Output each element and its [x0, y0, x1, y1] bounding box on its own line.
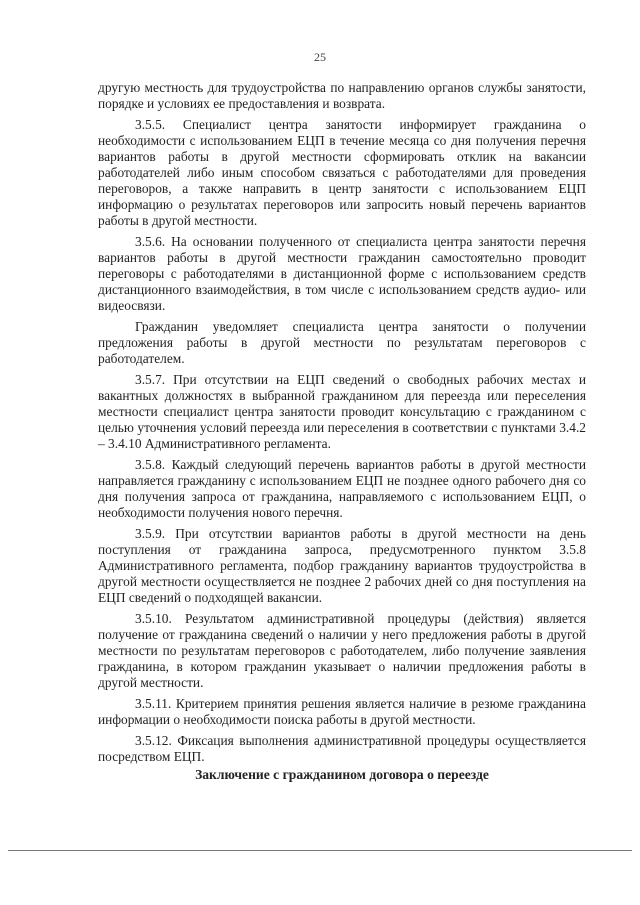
- section-heading: Заключение с гражданином договора о переезде: [195, 767, 489, 782]
- paragraph-3-5-7: 3.5.7. При отсутствии на ЕЦП сведений о свободных рабочих местах и вакантных должностях в выбранной гражданином для переезда или переселения местности специалист центра занятости проводит консультацию с гражданином с целью уточнения условий переезда или переселения в соответствии с пунктами 3.4.2 – 3.4.10 Административного регламента.: [98, 372, 586, 451]
- paragraph-3-5-6: 3.5.6. На основании полученного от специалиста центра занятости перечня вариантов работы в другой местности гражданин самостоятельно проводит переговоры с работодателями в дистанционной форме с использованием средств дистанционного взаимодействия, в том числе с использованием средств аудио- или видеосвязи.: [98, 234, 586, 313]
- paragraph-3-5-10: 3.5.10. Результатом административной процедуры (действия) является получение от гражданина сведений о наличии у него предложения работы в другой местности по результатам переговоров с работодателем, либо получение заявления гражданина, в котором гражданин указывает о наличии предложения работы в другой местности.: [98, 611, 586, 690]
- paragraph-3-5-9: 3.5.9. При отсутствии вариантов работы в другой местности на день поступления от гражданина запроса, предусмотренного пунктом 3.5.8 Административного регламента, подбор гражданину вариантов трудоустройства в другой местности осуществляется не позднее 2 рабочих дней со дня поступления на ЕЦП сведений о подходящей вакансии.: [98, 526, 586, 605]
- paragraph-3-5-5: 3.5.5. Специалист центра занятости информирует гражданина о необходимости с использованием ЕЦП в течение месяца со дня получения перечня вариантов работы в другой местности сформировать отклик на вакансии работодателей либо иным способом связаться с работодателями для проведения переговоров, а также направить в центр занятости с использованием ЕЦП информацию о результатах переговоров или запросить новый перечень вариантов работы в другой местности.: [98, 117, 586, 228]
- paragraph-notification: Гражданин уведомляет специалиста центра занятости о получении предложения работы в другой местности по результатам переговоров с работодателем.: [98, 319, 586, 366]
- paragraph-3-5-11: 3.5.11. Критерием принятия решения является наличие в резюме гражданина информации о необходимости поиска работы в другой местности.: [98, 696, 586, 727]
- document-body: [98, 80, 586, 770]
- page-number: 25: [314, 50, 326, 64]
- paragraph-continuation: другую местность для трудоустройства по направлению органов службы занятости, порядке и условиях ее предоставления и возврата.: [98, 80, 586, 111]
- scan-edge-line: [8, 850, 632, 851]
- paragraph-3-5-12: 3.5.12. Фиксация выполнения административной процедуры осуществляется посредством ЕЦП.: [98, 733, 586, 764]
- paragraph-3-5-8: 3.5.8. Каждый следующий перечень вариантов работы в другой местности направляется гражданину с использованием ЕЦП не позднее одного рабочего дня со дня получения запроса от гражданина, направляемого с использованием ЕЦП, о необходимости получения нового перечня.: [98, 457, 586, 520]
